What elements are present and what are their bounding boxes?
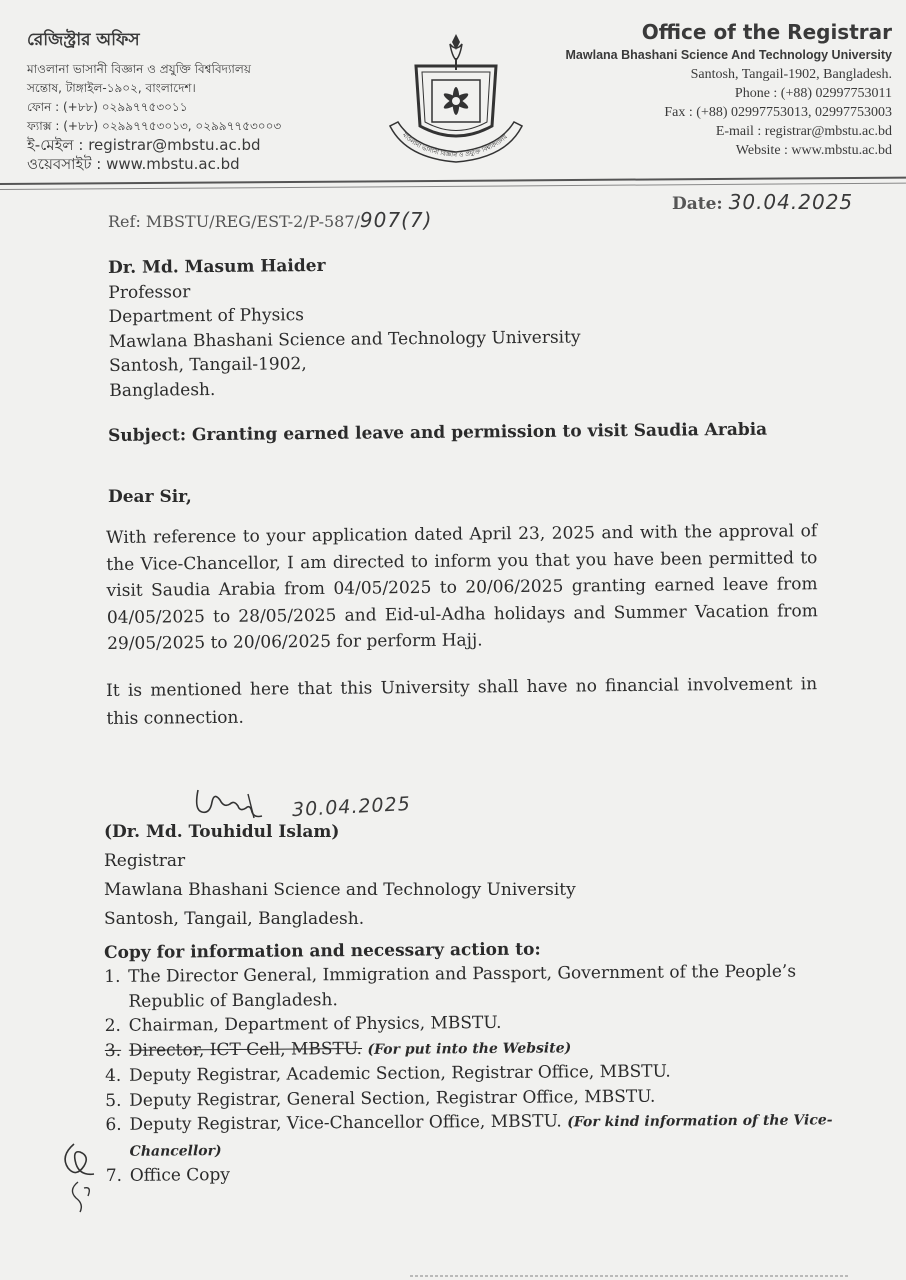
recipient-line: Santosh, Tangail-1902, — [108, 354, 307, 376]
letter-date — [672, 190, 853, 214]
letter-subject: Subject: Granting earned leave and permission to visit Saudia Arabia — [108, 419, 768, 446]
copy-distribution — [104, 937, 836, 1188]
recipient-line: Department of Physics — [108, 305, 305, 327]
english-address: Santosh, Tangail-1902, Bangladesh. — [690, 67, 892, 82]
bangla-fax: ফ্যাক্স : (+৮৮) ০২৯৯৭৭৫৩০১৩, ০২৯৯৭৭৫৩০০৩ — [27, 119, 282, 133]
body-paragraph-2: It is mentioned here that this University shall have no financial involvement in this connection. — [106, 674, 818, 729]
list-item: 7. Office Copy — [105, 1165, 231, 1186]
body-paragraph-1: With reference to your application dated April 23, 2025 and with the approval of the Vice-Chancellor, I am directed to inform you that you have been permitted to visit Saudia Arabia from 04/05/2025 to 20/06/2025 granting earned leave from 04/05/2025 to 28/05/2025 and Eid-ul-Adha holidays and Summer Vacation from 29/05/2025 to 20/06/2025 for perform Hajj. — [106, 521, 818, 654]
copy-title: Copy for information and necessary action to: — [104, 939, 541, 963]
date-label: Date: — [672, 194, 723, 214]
bangla-phone: ফোন : (+৮৮) ০২৯৯৭৭৫৩০১১ — [27, 100, 188, 114]
list-item: 5. Deputy Registrar, General Section, Registrar Office, MBSTU. — [105, 1086, 656, 1111]
date-value: 30.04.2025 — [728, 190, 854, 214]
bangla-website: ওয়েবসাইট : www.mbstu.ac.bd — [27, 155, 240, 173]
signer-line: Santosh, Tangail, Bangladesh. — [104, 909, 365, 929]
reference-number — [108, 208, 432, 232]
reference-printed: Ref: MBSTU/REG/EST-2/P-587/ — [108, 212, 360, 231]
signer-name: (Dr. Md. Touhidul Islam) — [104, 822, 340, 842]
english-office-title: Office of the Registrar — [641, 20, 892, 44]
salutation: Dear Sir, — [108, 487, 192, 507]
handwritten-initials — [54, 1138, 124, 1218]
bangla-office-title: রেজিস্ট্রার অফিস — [27, 30, 140, 50]
recipient-line: Professor — [108, 281, 191, 303]
list-item: 2. Chairman, Department of Physics, MBSTU. — [104, 1012, 502, 1036]
recipient-name: Dr. Md. Masum Haider — [108, 255, 326, 278]
signer-line: Mawlana Bhashani Science and Technology University — [104, 880, 576, 900]
list-item: 4. Deputy Registrar, Academic Section, Registrar Office, MBSTU. — [104, 1061, 671, 1086]
bangla-university: মাওলানা ভাসানী বিজ্ঞান ও প্রযুক্তি বিশ্ববিদ্যালয় — [27, 62, 251, 76]
english-website: Website : www.mbstu.ac.bd — [735, 143, 892, 158]
copy-list — [104, 959, 836, 1188]
seal-motto-text: মাওলানা ভাসানী বিজ্ঞান ও প্রযুক্তি বিশ্ববিদ্যালয় — [400, 131, 510, 160]
printer-footer-trace — [410, 1268, 850, 1280]
university-seal-logo — [386, 30, 526, 170]
recipient-line: Mawlana Bhashani Science and Technology University — [108, 326, 581, 352]
bangla-letterhead — [27, 27, 281, 174]
signer-line: Registrar — [104, 851, 186, 871]
recipient-address — [108, 251, 581, 403]
reference-handwritten: 907(7) — [359, 208, 433, 232]
bangla-email: ই-মেইল : registrar@mbstu.ac.bd — [27, 136, 261, 154]
list-item: 3. Director, ICT Cell, MBSTU. (For put into the Website) — [104, 1038, 572, 1061]
english-email: E-mail : registrar@mbstu.ac.bd — [715, 124, 892, 139]
list-item: 6. Deputy Registrar, Vice-Chancellor Office, MBSTU. (For kind information of the Vice-Chancellor) — [105, 1111, 833, 1160]
english-fax: Fax : (+88) 02997753013, 02997753003 — [664, 105, 892, 120]
signer-block — [104, 818, 576, 934]
bangla-address: সন্তোষ, টাঙ্গাইল-১৯০২, বাংলাদেশ। — [27, 81, 196, 95]
english-university: Mawlana Bhashani Science And Technology University — [565, 48, 892, 62]
list-item: 1. The Director General, Immigration and Passport, Government of the People’s Republic of Bangladesh. — [104, 961, 797, 1012]
english-phone: Phone : (+88) 02997753011 — [734, 86, 892, 101]
recipient-line: Bangladesh. — [109, 379, 216, 401]
signature-date: 30.04.2025 — [291, 792, 412, 822]
english-letterhead — [566, 20, 892, 160]
